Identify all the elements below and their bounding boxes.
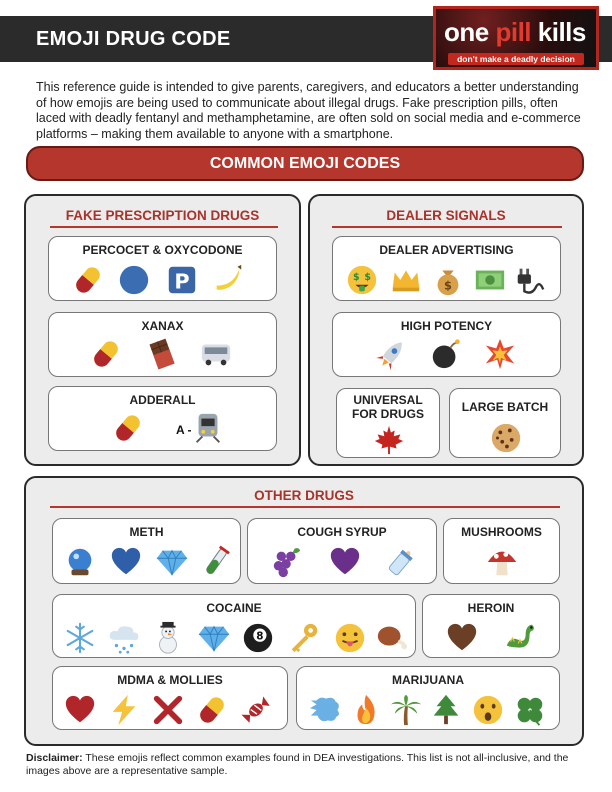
- pill-icon: [111, 411, 145, 445]
- palm-tree-icon: [389, 693, 423, 727]
- mushroom-icon: [485, 545, 519, 579]
- parking-sign-icon: [165, 263, 199, 297]
- crystal-ball-icon: [63, 545, 97, 579]
- gem-icon: [155, 545, 189, 579]
- bus-icon: [199, 337, 233, 371]
- money-bag-icon: [431, 263, 465, 297]
- card-label: COUGH SYRUP: [297, 525, 387, 539]
- banana-icon: [211, 263, 245, 297]
- card-label: COCAINE: [206, 601, 262, 615]
- card-label: HEROIN: [467, 601, 515, 615]
- card-label: XANAX: [141, 319, 184, 333]
- dragon-icon: [503, 619, 537, 653]
- panel-title: DEALER SIGNALS: [386, 208, 506, 223]
- cough-syrup-card: [247, 518, 437, 584]
- svg-text:P: P: [174, 269, 190, 294]
- disclaimer-lead: Disclaimer:: [26, 752, 83, 764]
- blue-heart-icon: [109, 545, 143, 579]
- tongue-face-icon: [333, 621, 367, 655]
- title-rule: [50, 506, 560, 508]
- svg-text:$: $: [364, 272, 371, 283]
- disclaimer-text: These emojis reflect common examples found in DEA investigations. This list is not all-inclusive, and the images above are a representative sample.: [26, 752, 569, 777]
- cocaine-card: [52, 594, 416, 658]
- chocolate-bar-icon: [145, 337, 179, 371]
- gem-icon: [197, 621, 231, 655]
- card-label-line2: FOR DRUGS: [352, 407, 424, 421]
- explosion-icon: [483, 337, 517, 371]
- other-drugs-panel: [24, 476, 584, 746]
- marijuana-card: [296, 666, 560, 730]
- disclaimer: [26, 752, 588, 778]
- card-label: HIGH POTENCY: [400, 319, 493, 333]
- cross-mark-icon: [151, 693, 185, 727]
- poultry-leg-icon: [375, 621, 409, 655]
- pill-icon: [195, 693, 229, 727]
- high-potency-card: [332, 312, 561, 377]
- heroin-card: [422, 594, 560, 658]
- astonished-face-icon: [471, 693, 505, 727]
- adderall-card: [48, 386, 277, 451]
- grapes-icon: [270, 545, 304, 579]
- test-tube-icon: [199, 545, 233, 579]
- brown-heart-icon: [445, 621, 479, 655]
- maple-leaf-icon: [372, 423, 406, 457]
- card-label: METH: [129, 525, 164, 539]
- electric-plug-icon: [513, 263, 547, 297]
- card-label: DEALER ADVERTISING: [379, 243, 514, 257]
- card-label: MUSHROOMS: [461, 525, 542, 539]
- snow-cloud-icon: [107, 621, 141, 655]
- rocket-icon: [375, 337, 409, 371]
- cookie-icon: [489, 421, 523, 455]
- intro-paragraph: This reference guide is intended to give parents, caregivers, and educators a better understanding of how emojis are being used to communicate about illegal drugs. Fake prescription pills, often laced with deadly fentanyl and methamphetamine, are often sold on social media and e-commerce platforms – making them available to anyone with a smartphone.: [36, 80, 581, 141]
- svg-text:$: $: [444, 278, 452, 293]
- card-label: MARIJUANA: [392, 673, 464, 687]
- snowflake-icon: [63, 621, 97, 655]
- fake-prescription-panel: [24, 194, 301, 466]
- percocet-card: [48, 236, 277, 301]
- card-label-line1: UNIVERSAL: [353, 393, 423, 407]
- svg-text:8: 8: [256, 630, 264, 643]
- key-icon: [287, 621, 321, 655]
- pill-icon: [71, 263, 105, 297]
- card-label: LARGE BATCH: [461, 400, 549, 414]
- xanax-card: [48, 312, 277, 377]
- section-banner: COMMON EMOJI CODES: [26, 146, 584, 181]
- large-batch-card: [449, 388, 561, 458]
- money-mouth-face-icon: [345, 263, 379, 297]
- meth-card: [52, 518, 241, 584]
- logo-word-kills: kills: [537, 17, 586, 47]
- crown-icon: [389, 263, 423, 297]
- adderall-prefix: A -: [176, 423, 192, 437]
- dash-icon: [309, 693, 343, 727]
- svg-text:$: $: [353, 272, 360, 283]
- train-icon: [191, 411, 225, 445]
- panel-title: FAKE PRESCRIPTION DRUGS: [65, 208, 260, 223]
- title-rule: [50, 226, 278, 228]
- four-leaf-clover-icon: [513, 693, 547, 727]
- pill-icon: [89, 337, 123, 371]
- fire-icon: [349, 693, 383, 727]
- mushrooms-card: [443, 518, 560, 584]
- bomb-icon: [429, 337, 463, 371]
- mdma-card: [52, 666, 288, 730]
- card-label: MDMA & MOLLIES: [117, 673, 223, 687]
- page-title: EMOJI DRUG CODE: [36, 28, 231, 50]
- logo-word-one: one: [444, 17, 489, 47]
- panel-title: OTHER DRUGS: [254, 488, 354, 503]
- dollar-banknote-icon: [473, 263, 507, 297]
- baby-bottle-icon: [384, 545, 418, 579]
- one-pill-kills-logo: [433, 6, 599, 70]
- dealer-signals-panel: [308, 194, 584, 466]
- blue-circle-icon: [117, 263, 151, 297]
- universal-for-drugs-card: [336, 388, 440, 458]
- lightning-icon: [107, 693, 141, 727]
- card-label: PERCOCET & OXYCODONE: [82, 243, 243, 257]
- card-label: ADDERALL: [129, 393, 196, 407]
- logo-tagline: don't make a deadly decision: [448, 53, 584, 65]
- red-heart-icon: [63, 693, 97, 727]
- logo-wordmark: [444, 17, 586, 48]
- evergreen-tree-icon: [429, 693, 463, 727]
- candy-icon: [239, 693, 273, 727]
- logo-word-pill: pill: [495, 17, 532, 47]
- eight-ball-icon: [241, 621, 275, 655]
- dealer-advertising-card: [332, 236, 561, 301]
- purple-heart-icon: [328, 545, 362, 579]
- snowman-icon: [151, 621, 185, 655]
- title-rule: [332, 226, 562, 228]
